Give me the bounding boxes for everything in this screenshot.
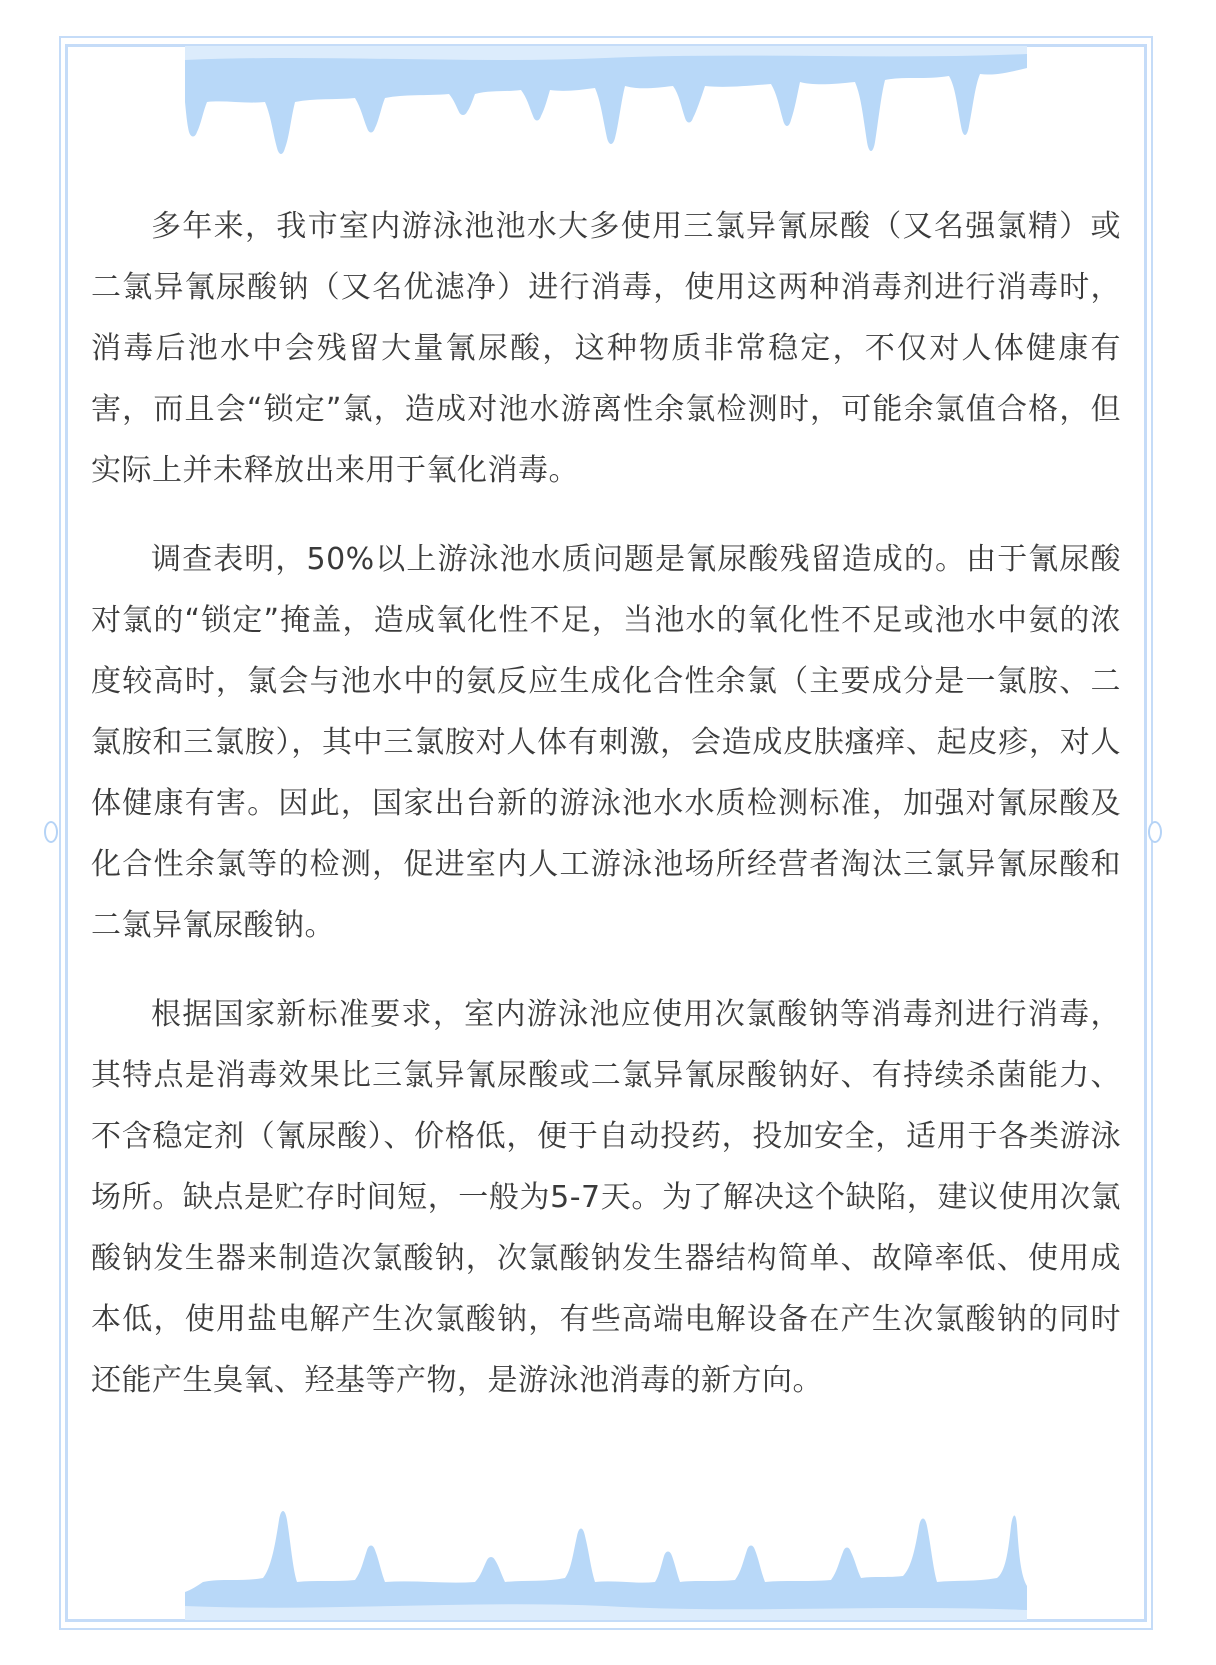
article-body <box>91 196 1121 1439</box>
icicle-top-icon <box>185 46 1027 158</box>
left-frame-knob-icon <box>44 821 58 843</box>
article-paragraph-2: 调查表明，50%以上游泳池水质问题是氰尿酸残留造成的。由于氰尿酸对氯的“锁定”掩盖，造成氧化性不足，当池水的氧化性不足或池水中氨的浓度较高时，氯会与池水中的氨反应生成化合性余氯（主要成分是一氯胺、二氯胺和三氯胺），其中三氯胺对人体有刺激，会造成皮肤瘙痒、起皮疹，对人体健康有害。因此，国家出台新的游泳池水水质检测标准，加强对氰尿酸及化合性余氯等的检测，促进室内人工游泳池场所经营者淘汰三氯异氰尿酸和二氯异氰尿酸钠。 <box>91 542 1121 943</box>
article-paragraph-3: 根据国家新标准要求，室内游泳池应使用次氯酸钠等消毒剂进行消毒，其特点是消毒效果比三氯异氰尿酸或二氯异氰尿酸钠好、有持续杀菌能力、不含稳定剂（氰尿酸）、价格低，便于自动投药，投加安全，适用于各类游泳场所。缺点是贮存时间短，一般为5-7天。为了解决这个缺陷，建议使用次氯酸钠发生器来制造次氯酸钠，次氯酸钠发生器结构简单、故障率低、使用成本低，使用盐电解产生次氯酸钠，有些高端电解设备在产生次氯酸钠的同时还能产生臭氧、羟基等产物，是游泳池消毒的新方向。 <box>91 997 1121 1398</box>
article-paragraph-1: 多年来，我市室内游泳池池水大多使用三氯异氰尿酸（又名强氯精）或二氯异氰尿酸钠（又名优滤净）进行消毒，使用这两种消毒剂进行消毒时，消毒后池水中会残留大量氰尿酸，这种物质非常稳定，不仅对人体健康有害，而且会“锁定”氯，造成对池水游离性余氯检测时，可能余氯值合格，但实际上并未释放出来用于氧化消毒。 <box>91 209 1121 488</box>
right-frame-knob-icon <box>1148 821 1162 843</box>
ice-bottom-icon <box>185 1506 1027 1620</box>
